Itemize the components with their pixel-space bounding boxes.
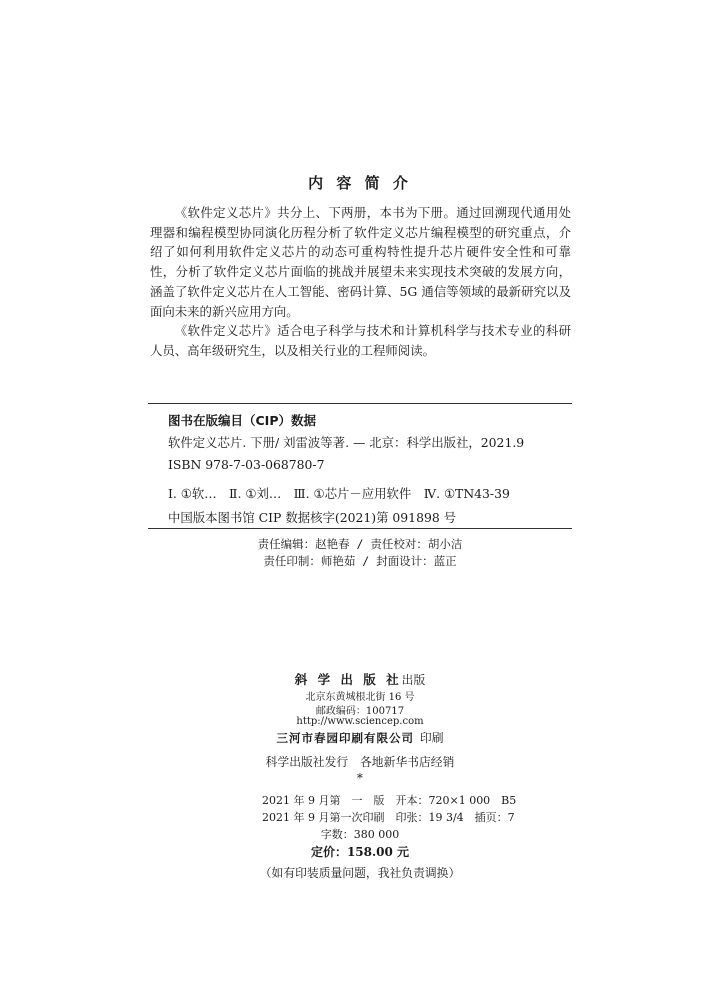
cip-line-title: 软件定义芯片. 下册/ 刘雷波等著. — 北京：科学出版社，2021.9 (168, 435, 525, 450)
publisher-address: 北京东黄城根北街 16 号 (305, 692, 415, 703)
separator-star: * (357, 771, 363, 785)
intro-abstract (150, 203, 571, 361)
cip-heading: 图书在版编目（CIP）数据 (168, 413, 316, 428)
printer-suffix: 印刷 (419, 731, 444, 745)
editor-credits: 责任编辑：赵艳春 / 责任校对：胡小洁 (257, 537, 463, 551)
word-count: 字数：380 000 (320, 828, 400, 841)
cip-line-classification: Ⅰ. ①软… Ⅱ. ①刘… Ⅲ. ①芯片－应用软件 Ⅳ. ①TN43-39 (168, 486, 510, 501)
cip-line-record: 中国版本图书馆 CIP 数据核字(2021)第 091898 号 (168, 510, 457, 525)
cip-line-isbn: ISBN 978-7-03-068780-7 (168, 457, 325, 472)
intro-title: 内 容 简 介 (308, 174, 412, 192)
publisher-suffix: 出版 (401, 673, 426, 687)
publisher-website: http://www.sciencep.com (296, 716, 424, 727)
publisher-postcode: 邮政编码：100717 (315, 706, 405, 717)
printing-line: 2021 年 9 月第一次印刷 印张：19 3/4 插页：7 (262, 811, 515, 824)
price-label: 定价： (310, 845, 347, 859)
publisher-line (0, 670, 720, 688)
intro-paragraph-1: 《软件定义芯片》共分上、下两册，本书为下册。通过回溯现代通用处理器和编程模型协同演化历程分析了软件定义芯片编程模型的研究重点，介绍了如何利用软件定义芯片的动态可重构特性提升芯片硬件安全性和可靠性，分析了软件定义芯片面临的挑战并展望未来实现技术突破的发展方向，涵盖了软件定义芯片在人工智能、密码计算、5G 通信等领域的最新研究以及面向未来的新兴应用方向。 (150, 205, 571, 319)
edition-line: 2021 年 9 月第 一 版 开本：720×1 000 B5 (262, 794, 517, 807)
cip-top-rule (148, 403, 572, 404)
publisher-name: 斜 学 出 版 社 (294, 672, 402, 687)
printer-line (0, 729, 720, 746)
intro-paragraph-2: 《软件定义芯片》适合电子科学与技术和计算机科学与技术专业的科研人员、高年级研究生，以及相关行业的工程师阅读。 (150, 323, 571, 358)
price-value: 158.00 元 (346, 845, 410, 859)
distribution-line: 科学出版社发行 各地新华书店经销 (265, 755, 455, 769)
printing-credits: 责任印制：师艳茹 / 封面设计：蓝正 (263, 554, 457, 568)
quality-notice: （如有印装质量问题，我社负责调换） (259, 866, 461, 880)
printer-name: 三河市春园印刷有限公司 (276, 731, 414, 745)
price-line (0, 843, 720, 860)
cip-bottom-rule (148, 528, 572, 529)
